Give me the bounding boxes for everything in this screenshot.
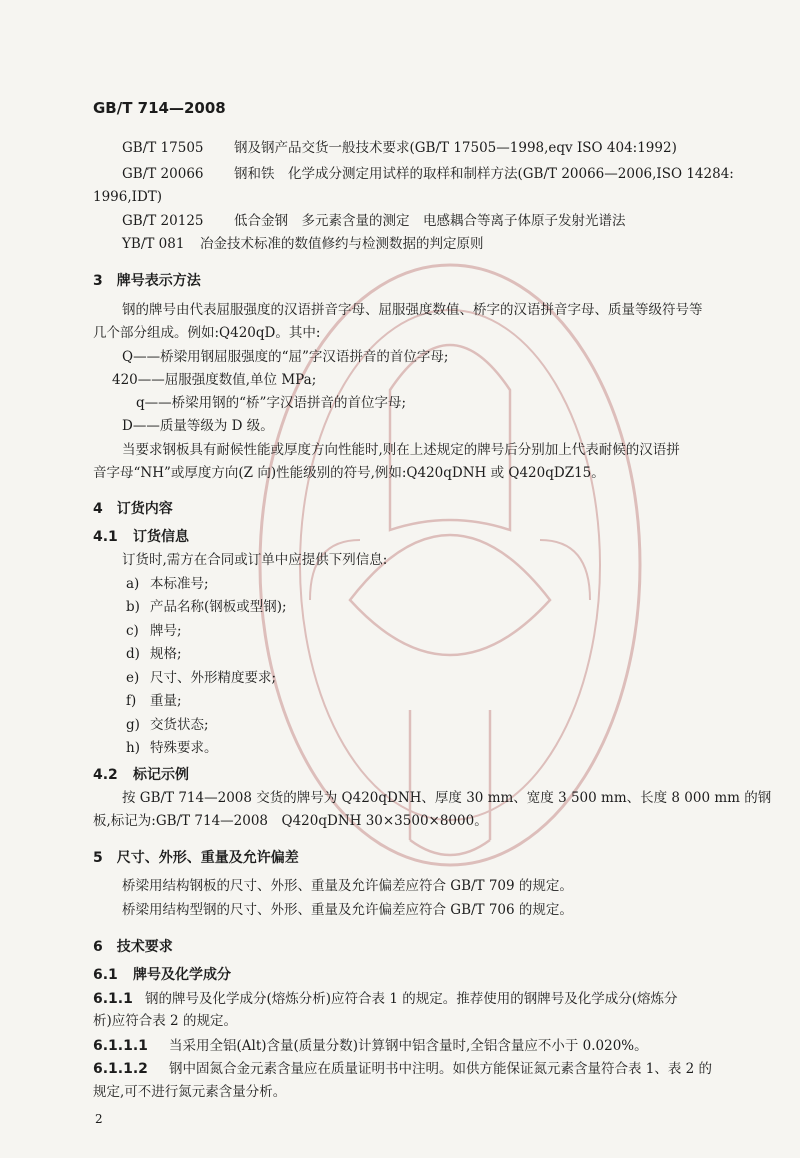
list-text: 规格;	[150, 646, 182, 662]
paragraph-line: 按 GB/T 714—2008 交货的牌号为 Q420qDNH、厚度 30 mm、宽度 3 500 mm、长度 8 000 mm 的钢	[122, 790, 772, 806]
list-item	[126, 578, 209, 592]
subsection-title: 牌号及化学成分	[133, 967, 231, 983]
ref-code: GB/T 20066	[122, 166, 204, 182]
list-marker: g)	[126, 717, 140, 733]
definition-item: q——桥梁用钢的“桥”字汉语拼音的首位字母;	[136, 395, 406, 411]
paragraph-line: 音字母“NH”或厚度方向(Z 向)性能级别的符号,例如:Q420qDNH 或 Q420qDZ15。	[93, 465, 605, 481]
clause-text: 钢中固氮合金元素含量应在质量证明书中注明。如供方能保证氮元素含量符合表 1、表 2 的	[169, 1061, 713, 1077]
clause-text: 钢的牌号及化学成分(熔炼分析)应符合表 1 的规定。推荐使用的钢牌号及化学成分(熔炼分	[145, 991, 678, 1007]
list-item	[126, 601, 287, 615]
clause-text: 当采用全铝(Alt)含量(质量分数)计算钢中铝含量时,全铝含量应不小于 0.020%。	[169, 1038, 648, 1054]
list-marker: h)	[126, 740, 140, 756]
subsection-4-1-heading	[93, 530, 189, 544]
document-code-header: GB/T 714—2008	[93, 99, 226, 117]
ref-title: 冶金技术标准的数值修约与检测数据的判定原则	[200, 236, 484, 252]
list-item	[126, 695, 182, 709]
list-item	[126, 672, 276, 686]
section-5-heading	[93, 851, 299, 865]
section-6-heading	[93, 940, 173, 954]
ref-code: YB/T 081	[122, 236, 185, 252]
ref-line	[122, 168, 734, 182]
subsection-title: 订货信息	[133, 529, 189, 545]
ref-line	[122, 215, 626, 229]
ref-title: 钢和铁 化学成分测定用试样的取样和制样方法(GB/T 20066—2006,ISO 14284:	[234, 166, 734, 182]
subsection-number: 6.1	[93, 967, 118, 983]
paragraph-line: 规定,可不进行氮元素含量分析。	[93, 1084, 287, 1100]
ref-title: 钢及钢产品交货一般技术要求(GB/T 17505—1998,eqv ISO 404:1992)	[234, 140, 677, 156]
list-item	[126, 648, 182, 662]
list-marker: f)	[126, 693, 137, 709]
list-text: 交货状态;	[150, 717, 209, 733]
clause-6-1-1-2	[93, 1062, 712, 1077]
page-number: 2	[95, 1112, 103, 1126]
clause-number: 6.1.1	[93, 991, 133, 1007]
list-marker: a)	[126, 576, 140, 592]
list-item	[126, 742, 218, 756]
ref-line	[122, 238, 484, 252]
section-number: 5	[93, 850, 103, 866]
list-text: 特殊要求。	[150, 740, 218, 756]
list-text: 尺寸、外形精度要求;	[150, 670, 277, 686]
list-text: 重量;	[150, 693, 182, 709]
section-title: 订货内容	[116, 501, 173, 517]
ref-title: 低合金钢 多元素含量的测定 电感耦合等离子体原子发射光谱法	[234, 213, 626, 229]
ref-title-continued: 1996,IDT)	[93, 189, 163, 205]
list-text: 牌号;	[150, 623, 182, 639]
clause-6-1-1-1	[93, 1039, 648, 1054]
section-number: 3	[93, 273, 103, 289]
definition-item: 420——屈服强度数值,单位 MPa;	[112, 372, 317, 388]
list-marker: d)	[126, 646, 140, 662]
clause-number: 6.1.1.2	[93, 1061, 148, 1077]
definition-item: Q——桥梁用钢屈服强度的“屈”字汉语拼音的首位字母;	[122, 349, 449, 365]
section-title: 技术要求	[116, 939, 173, 955]
section-4-heading	[93, 502, 173, 516]
ref-code: GB/T 17505	[122, 140, 204, 156]
list-item	[126, 719, 209, 733]
clause-6-1-1	[93, 992, 677, 1007]
list-text: 本标准号;	[150, 576, 209, 592]
paragraph-line: 桥梁用结构型钢的尺寸、外形、重量及允许偏差应符合 GB/T 706 的规定。	[122, 902, 573, 918]
ref-code: GB/T 20125	[122, 213, 204, 229]
list-marker: b)	[126, 599, 140, 615]
paragraph-line: 析)应符合表 2 的规定。	[93, 1013, 237, 1029]
section-3-heading	[93, 274, 201, 288]
section-number: 4	[93, 501, 103, 517]
paragraph-line: 桥梁用结构钢板的尺寸、外形、重量及允许偏差应符合 GB/T 709 的规定。	[122, 878, 573, 894]
subsection-number: 4.1	[93, 529, 118, 545]
paragraph-line: 订货时,需方在合同或订单中应提供下列信息:	[122, 552, 388, 568]
subsection-4-2-heading	[93, 768, 189, 782]
ref-line	[122, 142, 677, 156]
paragraph-line: 钢的牌号由代表屈服强度的汉语拼音字母、屈服强度数值、桥字的汉语拼音字母、质量等级符号等	[122, 302, 703, 318]
list-marker: e)	[126, 670, 140, 686]
subsection-title: 标记示例	[133, 767, 189, 783]
section-title: 牌号表示方法	[116, 273, 201, 289]
subsection-number: 4.2	[93, 767, 118, 783]
list-marker: c)	[126, 623, 139, 639]
paragraph-line: 板,标记为:GB/T 714—2008 Q420qDNH 30×3500×8000。	[93, 813, 488, 829]
list-item	[126, 625, 182, 639]
paragraph-line: 几个部分组成。例如:Q420qD。其中:	[93, 325, 321, 341]
section-number: 6	[93, 939, 103, 955]
section-title: 尺寸、外形、重量及允许偏差	[116, 850, 299, 866]
definition-item: D——质量等级为 D 级。	[122, 418, 274, 434]
subsection-6-1-heading	[93, 968, 231, 982]
paragraph-line: 当要求钢板具有耐候性能或厚度方向性能时,则在上述规定的牌号后分别加上代表耐候的汉语拼	[122, 442, 680, 458]
list-text: 产品名称(钢板或型钢);	[150, 599, 287, 615]
clause-number: 6.1.1.1	[93, 1038, 148, 1054]
